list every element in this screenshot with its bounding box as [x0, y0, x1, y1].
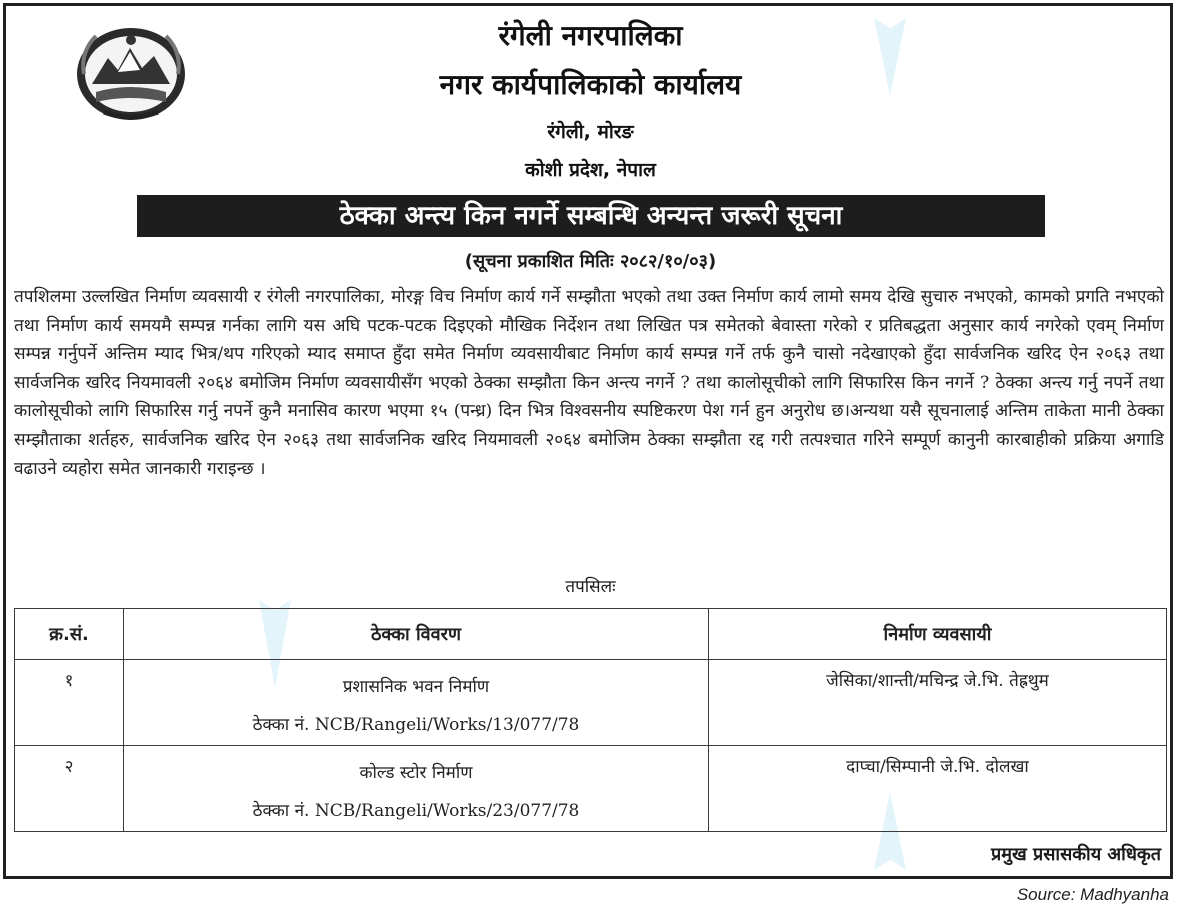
- source-credit: Source: Madhyanha: [1016, 885, 1169, 904]
- table-row: [15, 660, 1167, 746]
- row-sn: १: [15, 660, 124, 746]
- row-contractor: दाप्चा/सिम्पानी जे.भि. दोलखा: [709, 746, 1167, 832]
- location: रंगेली, मोरङ: [547, 121, 634, 143]
- publication-date: (सूचना प्रकाशित मितिः २०८२/१०/०३): [464, 251, 717, 272]
- notice-title: ठेक्का अन्त्य किन नगर्ने सम्बन्धि अन्यन्त जरूरी सूचना: [137, 195, 1045, 237]
- row-description: प्रशासनिक भवन निर्माण: [342, 677, 490, 697]
- row-contractor: जेसिका/शान्ती/मचिन्द्र जे.भि. तेह्रथुम: [709, 660, 1167, 746]
- row-description-cell: [124, 660, 709, 746]
- table-row: [15, 746, 1167, 832]
- row-sn: २: [15, 746, 124, 832]
- row-description: कोल्ड स्टोर निर्माण: [359, 763, 473, 783]
- signatory-title: प्रमुख प्रसासकीय अधिकृत: [991, 844, 1161, 865]
- row-description-cell: [124, 746, 709, 832]
- row-contract-number: ठेक्का नं. NCB/Rangeli/Works/23/077/78: [252, 801, 580, 821]
- column-header-sn: क्र.सं.: [15, 609, 124, 660]
- province: कोशी प्रदेश, नेपाल: [525, 159, 656, 181]
- municipality-name: रंगेली नगरपालिका: [498, 19, 683, 52]
- notice-body: तपशिलमा उल्लखित निर्माण व्यवसायी र रंगेली नगरपालिका, मोरङ्ग विच निर्माण कार्य गर्ने सम्झौता भएको तथा उक्त निर्माण कार्य लामो समय देखि सुचारु नभएको, कामको प्रगति नभएको तथा निर्माण कार्य समयमै सम्पन्न गर्नका लागि यस अघि पटक-पटक दिइएको मौखिक निर्देशन तथा लिखित पत्र समेतको बेवास्ता गरेको र प्रतिबद्धता अनुसार कार्य नगरेको एवम् निर्माण सम्पन्न गर्नुपर्ने अन्तिम म्याद भित्र/थप गरिएको म्याद समाप्त हुँदा समेत निर्माण व्यवसायीबाट निर्माण कार्य सम्पन्न गर्ने तर्फ कुनै चासो नदेखाएको हुँदा सार्वजनिक खरिद ऐन २०६३ तथा सार्वजनिक खरिद नियमावली २०६४ बमोजिम निर्माण व्यवसायीसँग भएको ठेक्का सम्झौता किन अन्त्य नगर्ने ? तथा कालोसूचीको लागि सिफारिस किन नगर्ने ? ठेक्का अन्त्य गर्नु नपर्ने तथा कालोसूचीको लागि सिफारिस गर्नु नपर्ने कुनै मनासिव कारण भएमा १५ (पन्ध्र) दिन भित्र विश्वसनीय स्पष्टिकरण पेश गर्न हुन अनुरोध छ।अन्यथा यसै सूचनालाई अन्तिम ताकेता मानी ठेक्का सम्झौताका शर्तहरु, सार्वजनिक खरिद ऐन २०६३ तथा सार्वजनिक खरिद नियमावली २०६४ बमोजिम ठेक्का सम्झौता रद्द गरी तत्पश्चात गरिने सम्पूर्ण कानुनी कारबाहीको प्रक्रिया अगाडि वढाउने व्यहोरा समेत जानकारी गराइन्छ ।: [14, 287, 1164, 479]
- column-header-contractor: निर्माण व्यवसायी: [709, 609, 1167, 660]
- contract-table: [14, 608, 1167, 832]
- table-header-row: [15, 609, 1167, 660]
- row-contract-number: ठेक्का नं. NCB/Rangeli/Works/13/077/78: [252, 715, 580, 735]
- column-header-description: ठेक्का विवरण: [124, 609, 709, 660]
- schedule-label: तपसिलः: [565, 577, 616, 597]
- office-name: नगर कार्यपालिकाको कार्यालय: [439, 68, 742, 101]
